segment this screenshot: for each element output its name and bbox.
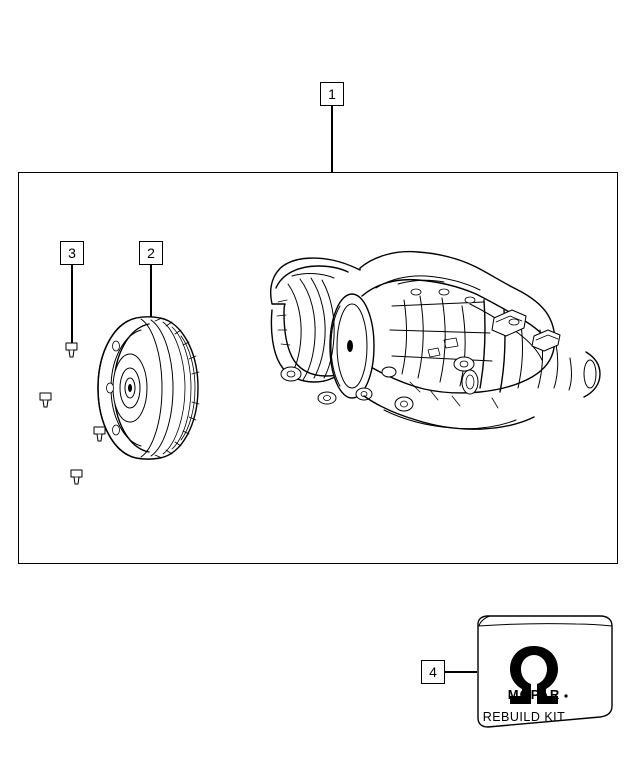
mopar-rebuild-kit-box: [478, 616, 612, 727]
callout-2-label: 2: [147, 245, 155, 261]
rebuild-kit-caption: REBUILD KIT: [482, 710, 566, 724]
bolt-group: [40, 343, 105, 484]
automatic-transmission-assembly: [271, 252, 600, 430]
bolt: [71, 470, 82, 484]
bolt: [66, 343, 77, 357]
torque-converter: [98, 317, 199, 459]
callout-4-label: 4: [429, 664, 437, 680]
bolt: [40, 393, 51, 407]
callout-3-label: 3: [68, 245, 76, 261]
callout-1-label: 1: [328, 86, 336, 102]
mopar-wordmark: MOPAR: [507, 687, 561, 702]
bolt: [94, 427, 105, 441]
